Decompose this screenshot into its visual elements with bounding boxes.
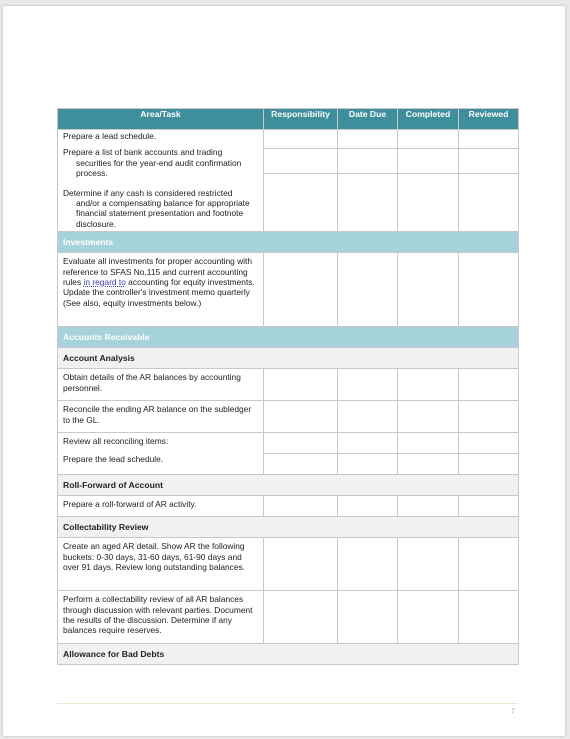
document-page [3, 6, 565, 736]
task-reconcile: Reconcile the ending AR balance on the subledger to the GL. [63, 404, 252, 425]
responsibility-cell[interactable] [264, 253, 338, 327]
task-bank-accounts: Prepare a list of bank accounts and trading securities for the year-end audit confirmation process. [63, 147, 242, 179]
subsection-title: Account Analysis [58, 348, 519, 369]
completed-cell[interactable] [398, 369, 459, 401]
responsibility-cell[interactable] [264, 369, 338, 401]
date-due-cell[interactable] [338, 433, 398, 454]
subsection-allowance [58, 644, 519, 665]
task-prepare-lead: Prepare the lead schedule. [63, 453, 164, 464]
task-cell [58, 496, 264, 517]
subsection-roll-forward [58, 475, 519, 496]
reviewed-cell[interactable] [459, 130, 519, 149]
responsibility-cell[interactable] [264, 454, 338, 475]
date-due-cell[interactable] [338, 401, 398, 433]
reviewed-cell[interactable] [459, 369, 519, 401]
responsibility-cell[interactable] [264, 591, 338, 644]
responsibility-cell[interactable] [264, 173, 338, 231]
task-obtain-details: Obtain details of the AR balances by accounting personnel. [63, 372, 241, 393]
section-title: Accounts Receivable [58, 327, 519, 348]
header-reviewed: Reviewed [459, 109, 519, 130]
task-cell [58, 130, 264, 232]
table-row [58, 369, 519, 401]
table-row [58, 401, 519, 433]
completed-cell[interactable] [398, 538, 459, 591]
regard-link[interactable]: in regard to [83, 277, 126, 288]
reviewed-cell[interactable] [459, 253, 519, 327]
completed-cell[interactable] [398, 130, 459, 149]
task-aged-ar: Create an aged AR detail. Show AR the following buckets: 0-30 days, 31-60 days, 61-90 days and over 91 days. Review long outstanding balances. [63, 541, 246, 573]
task-prepare-roll: Prepare a roll-forward of AR activity. [63, 499, 197, 510]
responsibility-cell[interactable] [264, 130, 338, 149]
table-row [58, 253, 519, 327]
section-title: Investments [58, 232, 519, 253]
table-row [58, 538, 519, 591]
page-number: 7 [511, 708, 515, 715]
date-due-cell[interactable] [338, 496, 398, 517]
responsibility-cell[interactable] [264, 433, 338, 454]
completed-cell[interactable] [398, 496, 459, 517]
table-row [58, 130, 519, 149]
reviewed-cell[interactable] [459, 401, 519, 433]
date-due-cell[interactable] [338, 148, 398, 173]
completed-cell[interactable] [398, 433, 459, 454]
responsibility-cell[interactable] [264, 538, 338, 591]
responsibility-cell[interactable] [264, 496, 338, 517]
completed-cell[interactable] [398, 253, 459, 327]
task-lead-schedule: Prepare a lead schedule. [63, 131, 157, 141]
reviewed-cell[interactable] [459, 496, 519, 517]
header-completed: Completed [398, 109, 459, 130]
subsection-collectability [58, 517, 519, 538]
task-cash-restricted: Determine if any cash is considered restricted and/or a compensating balance for appropriate financial statement presentation and footnote disclosure. [63, 187, 250, 229]
table-row [58, 496, 519, 517]
reviewed-cell[interactable] [459, 433, 519, 454]
reviewed-cell[interactable] [459, 173, 519, 231]
date-due-cell[interactable] [338, 369, 398, 401]
completed-cell[interactable] [398, 454, 459, 475]
task-cell [58, 369, 264, 401]
subsection-title: Collectability Review [58, 517, 519, 538]
table-row [58, 433, 519, 454]
task-cell [58, 401, 264, 433]
responsibility-cell[interactable] [264, 148, 338, 173]
date-due-cell[interactable] [338, 253, 398, 327]
task-cell [58, 253, 264, 327]
date-due-cell[interactable] [338, 173, 398, 231]
task-cell [58, 591, 264, 644]
completed-cell[interactable] [398, 401, 459, 433]
reviewed-cell[interactable] [459, 148, 519, 173]
date-due-cell[interactable] [338, 130, 398, 149]
table-row [58, 591, 519, 644]
footer-divider [57, 703, 518, 704]
reviewed-cell[interactable] [459, 454, 519, 475]
section-investments [58, 232, 519, 253]
task-cell [58, 538, 264, 591]
task-collect-review: Perform a collectability review of all AR balances through discussion with relevant parties. Document the results of the discussion. Determine if any balances require reserves. [63, 594, 253, 636]
task-investments-eval: Evaluate all investments for proper accounting with reference to SFAS No.115 and current accounting rules in regard to accounting for equity investments. Update the controller's investment memo quarterly (See also, equity investments below.) [63, 256, 255, 308]
header-date-due: Date Due [338, 109, 398, 130]
subsection-title: Allowance for Bad Debts [58, 644, 519, 665]
date-due-cell[interactable] [338, 538, 398, 591]
completed-cell[interactable] [398, 173, 459, 231]
header-area-task: Area/Task [58, 109, 264, 130]
reviewed-cell[interactable] [459, 538, 519, 591]
completed-cell[interactable] [398, 591, 459, 644]
reviewed-cell[interactable] [459, 591, 519, 644]
section-accounts-receivable [58, 327, 519, 348]
subsection-account-analysis [58, 348, 519, 369]
checklist-table [57, 108, 519, 665]
completed-cell[interactable] [398, 148, 459, 173]
header-responsibility: Responsibility [264, 109, 338, 130]
subsection-title: Roll-Forward of Account [58, 475, 519, 496]
date-due-cell[interactable] [338, 454, 398, 475]
date-due-cell[interactable] [338, 591, 398, 644]
task-cell [58, 433, 264, 475]
header-row [58, 109, 519, 130]
task-review-items: Review all reconciling items: [63, 436, 169, 447]
responsibility-cell[interactable] [264, 401, 338, 433]
